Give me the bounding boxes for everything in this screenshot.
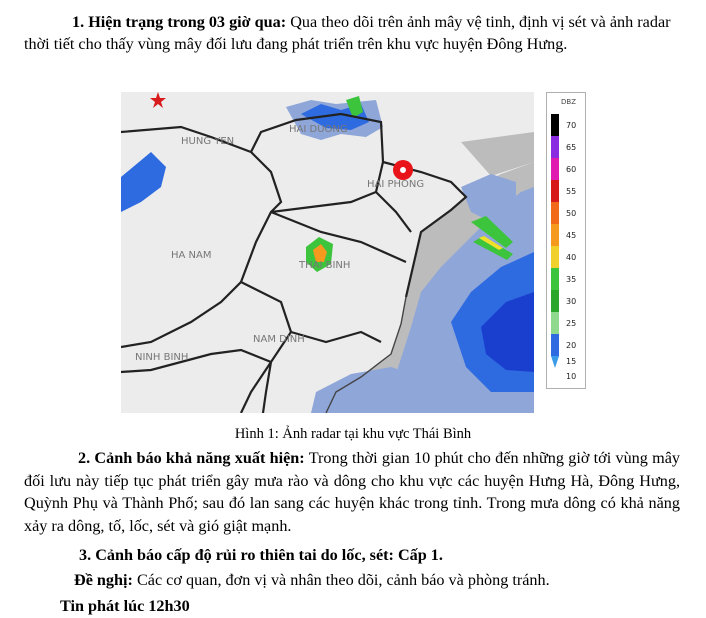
legend-bar-55 <box>551 180 559 202</box>
alert-marker-inner <box>400 167 406 173</box>
recommendation-body: Các cơ quan, đơn vị và nhân theo dõi, cảnh báo và phòng tránh. <box>136 571 550 589</box>
legend-tick-65: 65 <box>566 143 577 152</box>
legend-tick-35: 35 <box>566 275 577 284</box>
legend-tick-30: 30 <box>566 297 577 306</box>
legend-bar-30 <box>551 290 559 312</box>
legend-bar-60 <box>551 158 559 180</box>
section-1-heading: 1. Hiện trạng trong 03 giờ qua: <box>72 13 287 31</box>
dbz-legend <box>546 92 586 389</box>
legend-tick-25: 25 <box>566 319 577 328</box>
label-hai-phong: HAI PHONG <box>367 179 425 190</box>
figure-caption: Hình 1: Ảnh radar tại khu vực Thái Bình <box>234 426 472 442</box>
legend-tick-10: 10 <box>566 372 577 381</box>
section-1-paragraph <box>24 11 680 55</box>
section-1-body: Qua theo dõi trên ảnh mây vệ tinh, định vị sét và ảnh radar thời tiết cho thấy vùng mây đối lưu đang phát triển trên khu vực huyện Đông Hưng. <box>24 13 671 53</box>
section-2-paragraph <box>24 447 680 537</box>
legend-unit: DBZ <box>561 98 576 106</box>
section-2-heading: 2. Cảnh báo khả năng xuất hiện: <box>78 449 305 467</box>
label-ninh-binh: NINH BINH <box>135 352 189 363</box>
legend-bar-35 <box>551 268 559 290</box>
legend-tick-55: 55 <box>566 187 577 196</box>
legend-tick-40: 40 <box>566 253 577 262</box>
recommendation-paragraph <box>74 571 550 590</box>
legend-bar-45 <box>551 224 559 246</box>
legend-bar-65 <box>551 136 559 158</box>
legend-tick-70: 70 <box>566 121 577 130</box>
legend-tick-50: 50 <box>566 209 577 218</box>
legend-tick-20: 20 <box>566 341 577 350</box>
section-2-body: Trong thời gian 10 phút cho đến những giờ tới vùng mây đối lưu này tiếp tục phát triển gây mưa rào và dông cho khu vực các huyện Hưng Hà, Đông Hưng, Quỳnh Phụ và Thành Phố; sau đó lan sang các huyện khác trong tỉnh. Trong mưa dông có khả năng xảy ra dông, tố, lốc, sét và gió giật mạnh. <box>24 449 680 535</box>
legend-bar-70 <box>551 114 559 136</box>
issued-time: Tin phát lúc 12h30 <box>60 597 190 615</box>
legend-bar-40 <box>551 246 559 268</box>
legend-tick-15: 15 <box>566 357 577 366</box>
legend-tick-60: 60 <box>566 165 577 174</box>
legend-bar-50 <box>551 202 559 224</box>
legend-bar-25 <box>551 312 559 334</box>
label-thai-binh: THAI BINH <box>299 260 351 271</box>
radar-map <box>121 92 534 413</box>
legend-tick-45: 45 <box>566 231 577 240</box>
section-3-paragraph: 3. Cảnh báo cấp độ rủi ro thiên tai do lốc, sét: Cấp 1. <box>79 546 443 564</box>
label-hai-duong: HAI DUONG <box>289 124 348 135</box>
legend-bar-20 <box>551 334 559 356</box>
label-ha-nam: HA NAM <box>171 250 212 261</box>
label-nam-dinh: NAM DINH <box>253 334 305 345</box>
label-hung-yen: HUNG YEN <box>181 136 235 147</box>
recommendation-label: Đề nghị: <box>74 571 133 589</box>
